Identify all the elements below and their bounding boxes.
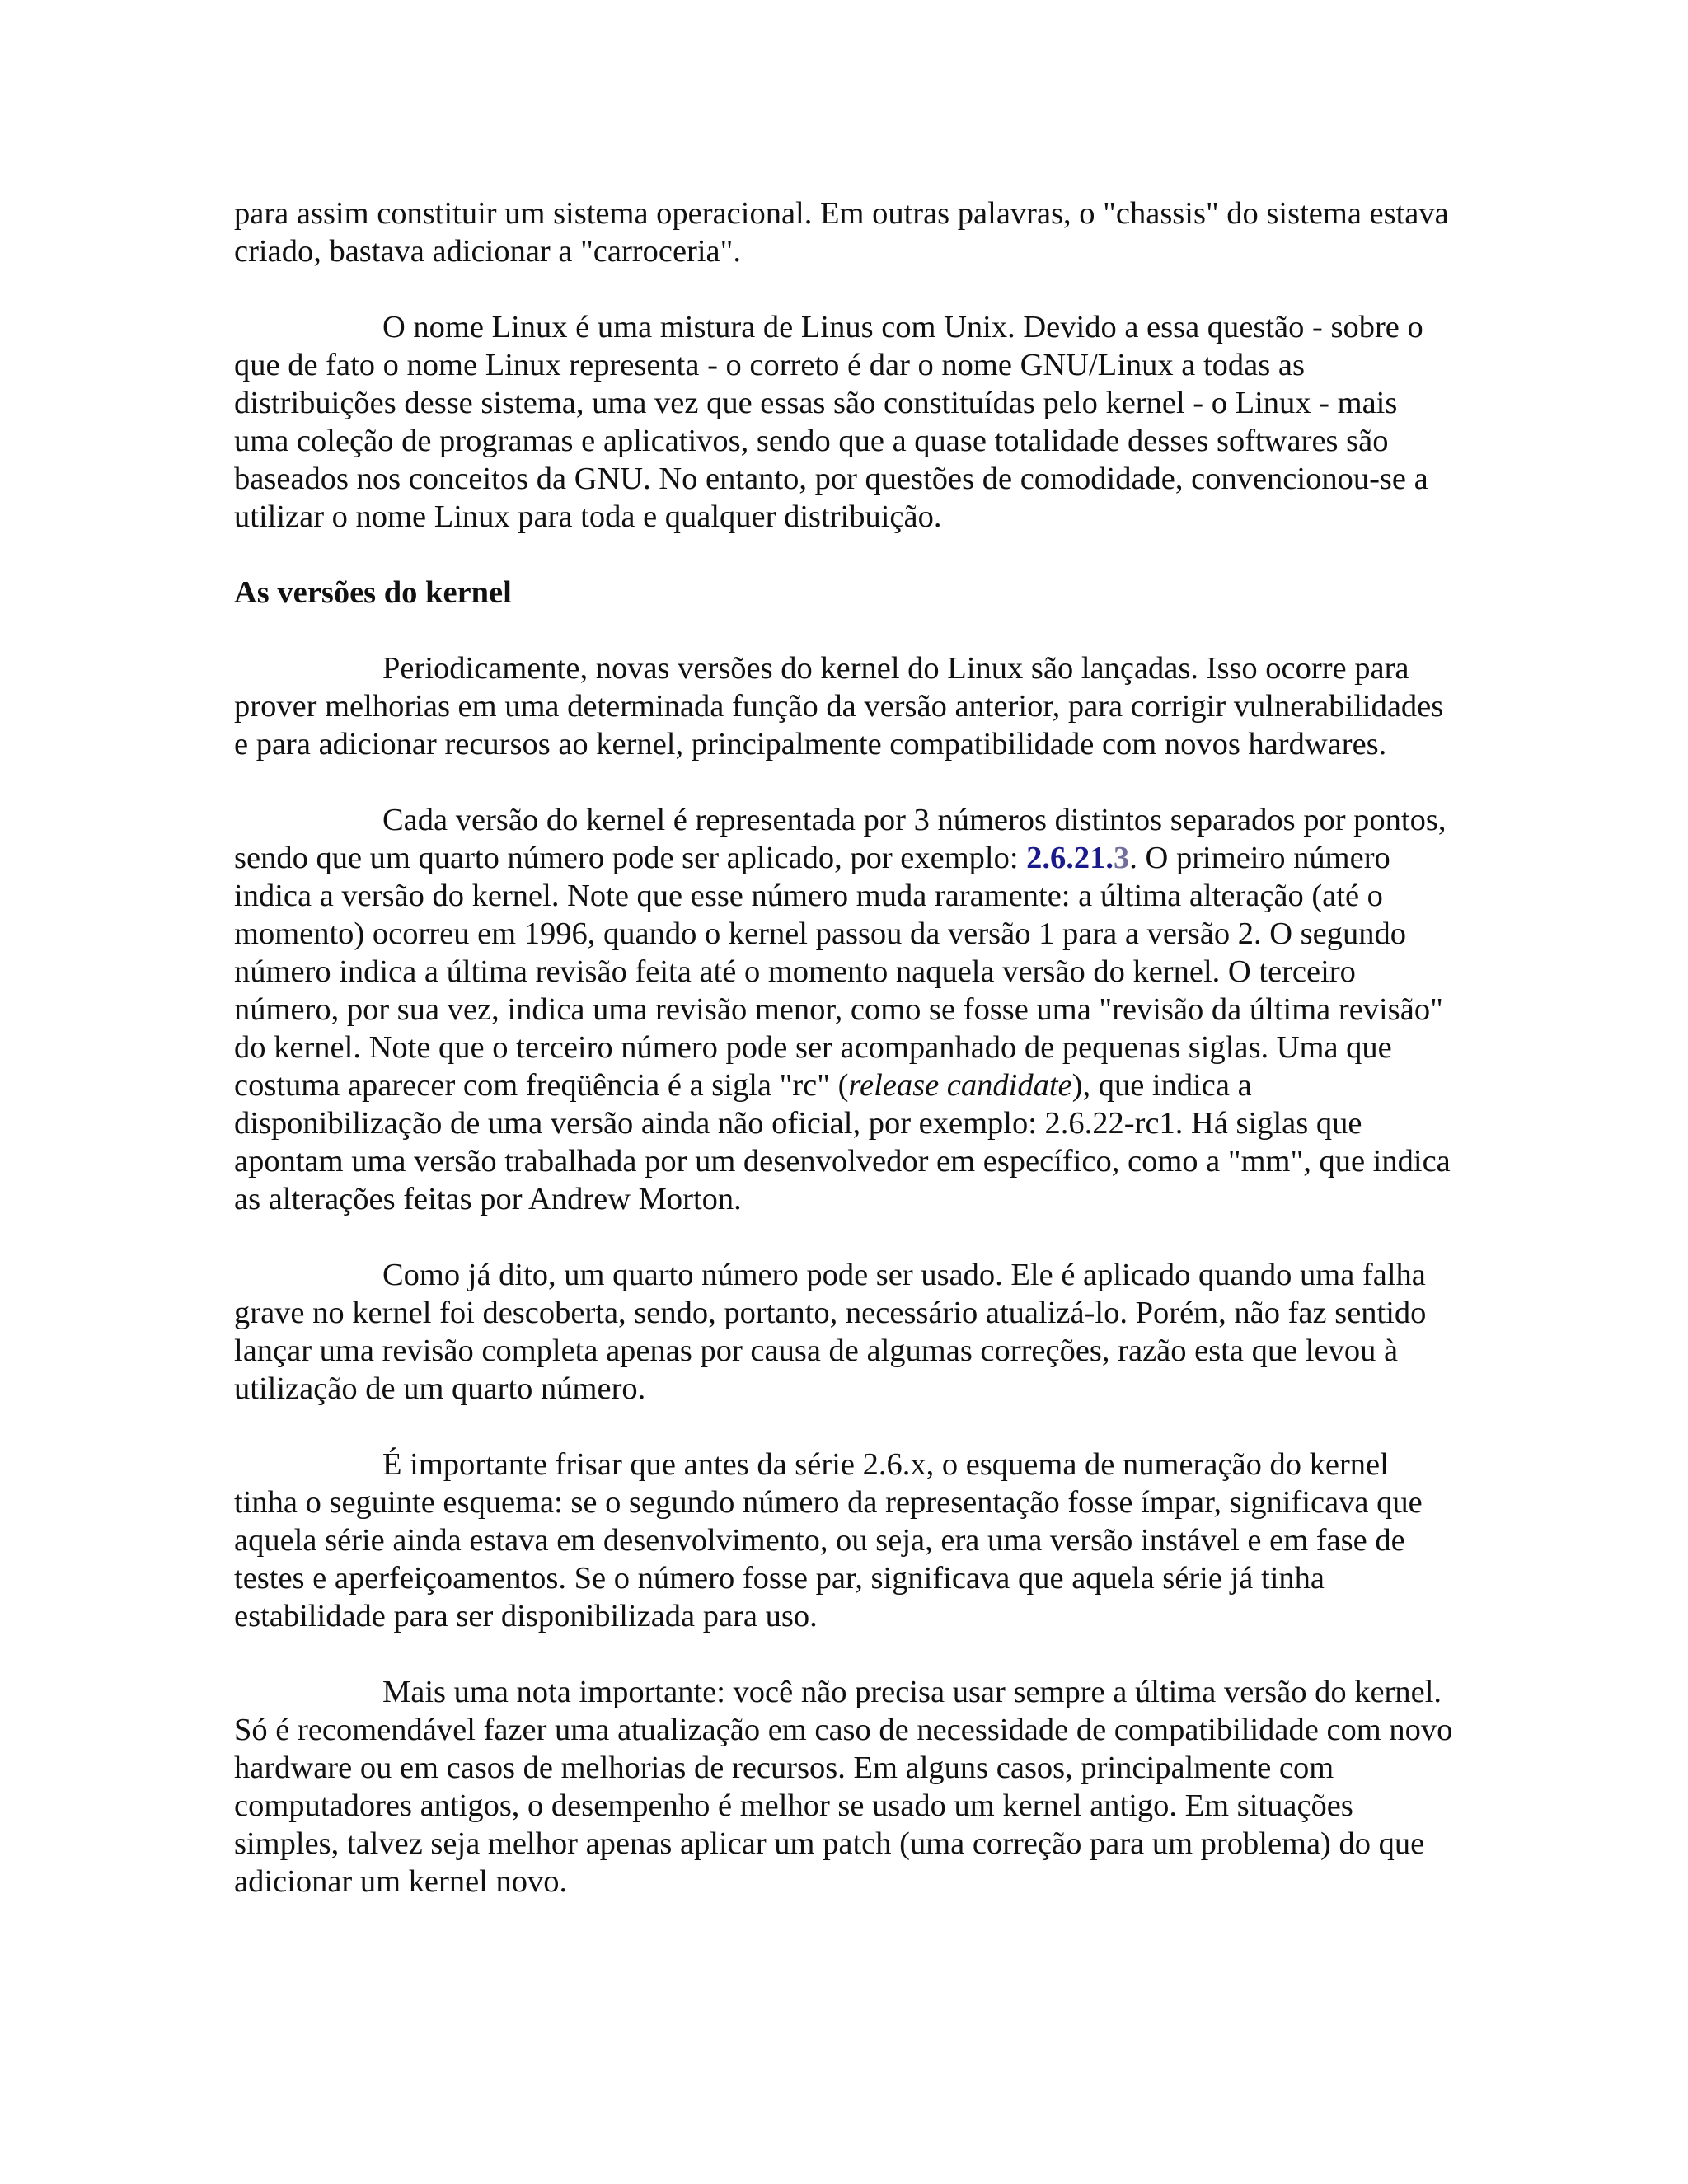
paragraph-nota: Mais uma nota importante: você não precisa usar sempre a última versão do kernel. Só é recomendável fazer uma atualização em caso de necessidade de compatibilidade com novo hardware ou em casos de melhorias de recursos. Em alguns casos, principalmente com computadores antigos, o desempenho é melhor se usado um kernel antigo. Em situações simples, talvez seja melhor apenas aplicar um patch (uma correção para um problema) do que adicionar um kernel novo. — [234, 1675, 1453, 1899]
document-page — [234, 194, 1454, 1938]
paragraph-serie: É importante frisar que antes da série 2.6.x, o esquema de numeração do kernel tinha o seguinte esquema: se o segundo número da representação fosse ímpar, significava que aquela série ainda estava em desenvolvimento, ou seja, era uma versão instável e em fase de testes e aperfeiçoamentos. Se o número fosse par, significava que aquela série já tinha estabilidade para ser disponibilizada para uso. — [234, 1447, 1423, 1633]
cada-text-2: . O primeiro número indica a versão do kernel. Note que esse número muda raramente: a última alteração (até o momento) ocorreu em 1996, quando o kernel passou da versão 1 para a versão 2. O segundo número indica a última revisão feita até o momento naquela versão do kernel. O terceiro número, por sua vez, indica uma revisão menor, como se fosse uma "revisão da última revisão" do kernel. Note que o terceiro número pode ser acompanhado de pequenas siglas. Uma que costuma aparecer com freqüência é a sigla "rc" ( — [234, 841, 1443, 1103]
version-example-main: 2.6.21. — [1026, 841, 1114, 875]
paragraph-quarto-numero: Como já dito, um quarto número pode ser usado. Ele é aplicado quando uma falha grave no kernel foi descoberta, sendo, portanto, necessário atualizá-lo. Porém, não faz sentido lançar uma revisão completa apenas por causa de algumas correções, razão esta que levou à utilização de um quarto número. — [234, 1258, 1427, 1406]
paragraph-periodicamente: Periodicamente, novas versões do kernel do Linux são lançadas. Isso ocorre para prover melhorias em uma determinada função da versão anterior, para corrigir vulnerabilidades e para adicionar recursos ao kernel, principalmente compatibilidade com novos hardwares. — [234, 651, 1444, 762]
paragraph-nome-linux: O nome Linux é uma mistura de Linus com Unix. Devido a essa questão - sobre o que de fato o nome Linux representa - o correto é dar o nome GNU/Linux a todas as distribuições desse sistema, uma vez que essas são constituídas pelo kernel - o Linux - mais uma coleção de programas e aplicativos, sendo que a quase totalidade desses softwares são baseados nos conceitos da GNU. No entanto, por questões de comodidade, convencionou-se a utilizar o nome Linux para toda e qualquer distribuição. — [234, 310, 1428, 534]
cada-text-1: Cada versão do kernel é representada por 3 números distintos separados por pontos, sendo que um quarto número pode ser aplicado, por exemplo: — [234, 803, 1447, 875]
paragraph-intro: para assim constituir um sistema operacional. Em outras palavras, o "chassis" do sistema estava criado, bastava adicionar a "carroceria". — [234, 196, 1449, 269]
section-heading: As versões do kernel — [234, 575, 512, 610]
cada-text-3: ), que indica a disponibilização de uma versão ainda não oficial, por exemplo: 2.6.22-rc1. Há siglas que apontam uma versão trabalhada por um desenvolvedor em específico, como a "mm", que indica as alterações feitas por Andrew Morton. — [234, 1068, 1451, 1216]
version-example-last: 3 — [1114, 841, 1130, 875]
release-candidate-italic: release candidate — [848, 1068, 1072, 1103]
paragraph-cada-versao — [234, 801, 1454, 1218]
